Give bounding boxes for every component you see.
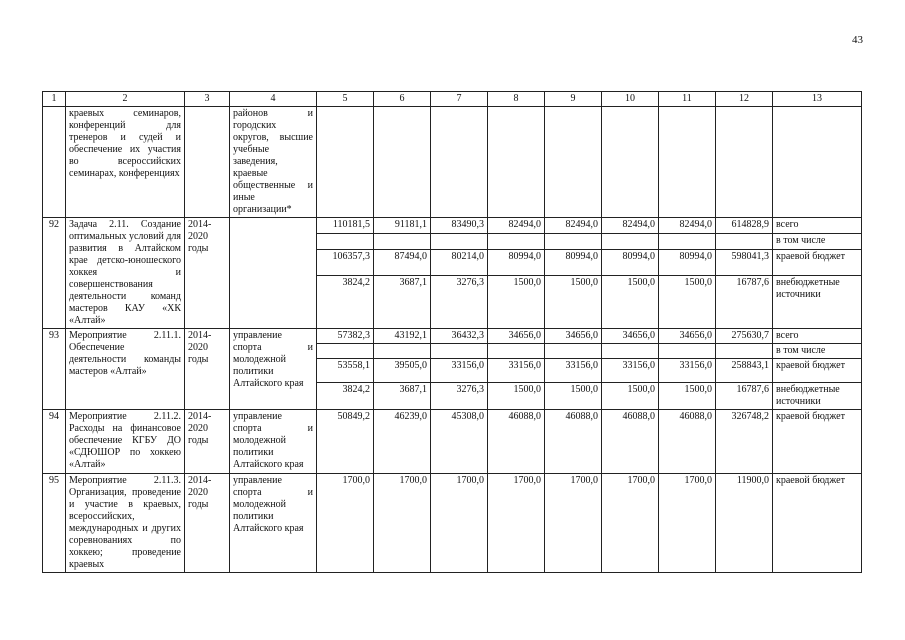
page-number: 43 xyxy=(852,34,863,46)
amount-cell: 110181,5 xyxy=(317,218,374,234)
continuation-task: краевых семинаров, конференций для тренеров и судей и обеспечение их участия во всероссийских семинарах, конференциях xyxy=(66,107,185,218)
funding-source: краевой бюджет xyxy=(773,359,862,383)
amount-cell: 45308,0 xyxy=(431,410,488,474)
amount-cell xyxy=(431,234,488,250)
amount-cell xyxy=(545,234,602,250)
amount-cell: 82494,0 xyxy=(659,218,716,234)
amount-cell xyxy=(374,344,431,359)
amount-cell xyxy=(374,234,431,250)
period: 2014-2020 годы xyxy=(185,329,230,410)
executor: управление спорта и молодежной политики Алтайского края xyxy=(230,329,317,410)
amount-cell: 3687,1 xyxy=(374,383,431,410)
column-header: 13 xyxy=(773,92,862,107)
amount-cell: 33156,0 xyxy=(602,359,659,383)
row-number: 95 xyxy=(43,474,66,573)
amount-cell: 33156,0 xyxy=(659,359,716,383)
amount-cell: 1500,0 xyxy=(488,383,545,410)
amount-cell: 33156,0 xyxy=(545,359,602,383)
table-row xyxy=(43,218,862,234)
amount-cell xyxy=(716,234,773,250)
amount-cell: 57382,3 xyxy=(317,329,374,344)
period: 2014-2020 годы xyxy=(185,218,230,329)
column-header: 1 xyxy=(43,92,66,107)
amount-cell xyxy=(545,344,602,359)
amount-cell: 1700,0 xyxy=(602,474,659,573)
amount-cell: 1700,0 xyxy=(488,474,545,573)
amount-cell: 43192,1 xyxy=(374,329,431,344)
amount-cell: 614828,9 xyxy=(716,218,773,234)
amount-cell: 598041,3 xyxy=(716,250,773,276)
amount-cell: 46088,0 xyxy=(488,410,545,474)
amount-cell: 53558,1 xyxy=(317,359,374,383)
amount-cell: 46239,0 xyxy=(374,410,431,474)
amount-cell: 87494,0 xyxy=(374,250,431,276)
amount-cell: 39505,0 xyxy=(374,359,431,383)
amount-cell: 1500,0 xyxy=(659,275,716,328)
amount-cell: 80994,0 xyxy=(488,250,545,276)
amount-cell: 82494,0 xyxy=(488,218,545,234)
amount-cell: 82494,0 xyxy=(602,218,659,234)
amount-cell: 1500,0 xyxy=(602,275,659,328)
column-header: 4 xyxy=(230,92,317,107)
table-row xyxy=(43,329,862,344)
period: 2014-2020 годы xyxy=(185,474,230,573)
amount-cell: 91181,1 xyxy=(374,218,431,234)
amount-cell: 34656,0 xyxy=(659,329,716,344)
amount-cell: 46088,0 xyxy=(659,410,716,474)
row-number: 92 xyxy=(43,218,66,329)
amount-cell xyxy=(659,234,716,250)
amount-cell: 275630,7 xyxy=(716,329,773,344)
amount-cell: 1700,0 xyxy=(431,474,488,573)
amount-cell: 46088,0 xyxy=(602,410,659,474)
amount-cell: 258843,1 xyxy=(716,359,773,383)
amount-cell: 106357,3 xyxy=(317,250,374,276)
amount-cell: 33156,0 xyxy=(431,359,488,383)
amount-cell: 46088,0 xyxy=(545,410,602,474)
funding-source: в том числе xyxy=(773,344,862,359)
period: 2014-2020 годы xyxy=(185,410,230,474)
amount-cell: 50849,2 xyxy=(317,410,374,474)
column-header: 9 xyxy=(545,92,602,107)
column-header: 5 xyxy=(317,92,374,107)
amount-cell: 1500,0 xyxy=(545,383,602,410)
column-header: 6 xyxy=(374,92,431,107)
executor: управление спорта и молодежной политики Алтайского края xyxy=(230,474,317,573)
amount-cell: 82494,0 xyxy=(545,218,602,234)
funding-source: внебюджетные источники xyxy=(773,383,862,410)
executor xyxy=(230,218,317,329)
amount-cell: 1700,0 xyxy=(317,474,374,573)
program-table xyxy=(42,91,862,573)
column-header: 8 xyxy=(488,92,545,107)
column-header: 10 xyxy=(602,92,659,107)
amount-cell: 1700,0 xyxy=(545,474,602,573)
amount-cell xyxy=(602,344,659,359)
amount-cell: 326748,2 xyxy=(716,410,773,474)
amount-cell: 3824,2 xyxy=(317,275,374,328)
amount-cell: 3824,2 xyxy=(317,383,374,410)
amount-cell xyxy=(659,344,716,359)
row-number: 94 xyxy=(43,410,66,474)
amount-cell xyxy=(602,234,659,250)
amount-cell: 80214,0 xyxy=(431,250,488,276)
amount-cell: 80994,0 xyxy=(602,250,659,276)
task-description: Задача 2.11. Создание оптимальных условий для развития в Алтайском крае детско-юношеского хоккея и совершенствования деятельности команд мастеров КАУ «ХК «Алтай» xyxy=(66,218,185,329)
task-description: Мероприятие 2.11.3. Организация, проведение и участие в краевых, всероссийских, международных и других соревнованиях по хоккею; проведение краевых xyxy=(66,474,185,573)
amount-cell: 33156,0 xyxy=(488,359,545,383)
funding-source: всего xyxy=(773,218,862,234)
amount-cell: 11900,0 xyxy=(716,474,773,573)
amount-cell: 36432,3 xyxy=(431,329,488,344)
amount-cell: 1500,0 xyxy=(602,383,659,410)
continuation-row xyxy=(43,107,862,218)
amount-cell: 80994,0 xyxy=(545,250,602,276)
amount-cell: 80994,0 xyxy=(659,250,716,276)
amount-cell: 34656,0 xyxy=(545,329,602,344)
amount-cell xyxy=(431,344,488,359)
funding-source: краевой бюджет xyxy=(773,410,862,474)
header-row xyxy=(43,92,862,107)
amount-cell: 3687,1 xyxy=(374,275,431,328)
column-header: 7 xyxy=(431,92,488,107)
funding-source: всего xyxy=(773,329,862,344)
amount-cell: 1500,0 xyxy=(488,275,545,328)
amount-cell xyxy=(488,344,545,359)
amount-cell xyxy=(317,344,374,359)
amount-cell: 16787,6 xyxy=(716,275,773,328)
amount-cell xyxy=(317,234,374,250)
amount-cell: 3276,3 xyxy=(431,383,488,410)
row-number: 93 xyxy=(43,329,66,410)
funding-source: внебюджетные источники xyxy=(773,275,862,328)
amount-cell: 34656,0 xyxy=(602,329,659,344)
column-header: 11 xyxy=(659,92,716,107)
column-header: 12 xyxy=(716,92,773,107)
continuation-executor: районов и городских округов, высшие учебные заведения, краевые общественные и иные организации* xyxy=(230,107,317,218)
amount-cell: 83490,3 xyxy=(431,218,488,234)
table-row xyxy=(43,410,862,474)
funding-source: краевой бюджет xyxy=(773,250,862,276)
table-row xyxy=(43,474,862,573)
amount-cell xyxy=(488,234,545,250)
amount-cell: 1500,0 xyxy=(659,383,716,410)
executor: управление спорта и молодежной политики Алтайского края xyxy=(230,410,317,474)
amount-cell: 1700,0 xyxy=(374,474,431,573)
task-description: Мероприятие 2.11.2. Расходы на финансовое обеспечение КГБУ ДО «СДЮШОР по хоккею «Алтай» xyxy=(66,410,185,474)
column-header: 3 xyxy=(185,92,230,107)
amount-cell: 16787,6 xyxy=(716,383,773,410)
amount-cell: 34656,0 xyxy=(488,329,545,344)
task-description: Мероприятие 2.11.1. Обеспечение деятельности команды мастеров «Алтай» xyxy=(66,329,185,410)
amount-cell xyxy=(716,344,773,359)
funding-source: в том числе xyxy=(773,234,862,250)
amount-cell: 1500,0 xyxy=(545,275,602,328)
column-header: 2 xyxy=(66,92,185,107)
amount-cell: 3276,3 xyxy=(431,275,488,328)
amount-cell: 1700,0 xyxy=(659,474,716,573)
funding-source: краевой бюджет xyxy=(773,474,862,573)
